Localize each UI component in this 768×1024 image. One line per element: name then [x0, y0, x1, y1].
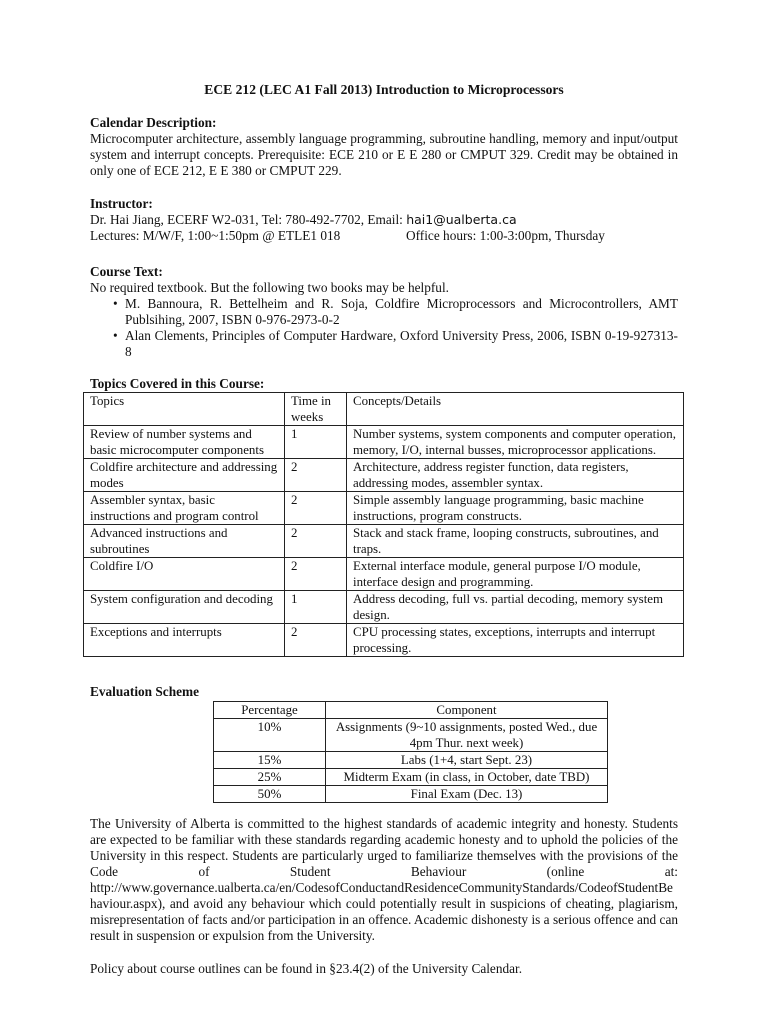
topic-cell: Advanced instructions and subroutines [84, 525, 285, 558]
bullet-icon: • [113, 296, 118, 311]
percent-cell: 10% [214, 719, 326, 752]
table-row [214, 786, 608, 803]
details-cell: Address decoding, full vs. partial decoding, memory system design. [347, 591, 684, 624]
percent-cell: 15% [214, 752, 326, 769]
book-list [90, 296, 678, 360]
component-cell: Final Exam (Dec. 13) [326, 786, 608, 803]
component-cell: Assignments (9~10 assignments, posted Wed., due 4pm Thur. next week) [326, 719, 608, 752]
component-cell: Labs (1+4, start Sept. 23) [326, 752, 608, 769]
instructor-heading: Instructor: [90, 196, 153, 211]
instructor-section [90, 196, 678, 244]
percent-cell: 50% [214, 786, 326, 803]
course-text-section [90, 264, 678, 360]
weeks-cell: 2 [285, 558, 347, 591]
table-row [84, 492, 684, 525]
table-row [214, 719, 608, 752]
column-header-weeks: Time in weeks [285, 393, 347, 426]
table-row [214, 752, 608, 769]
calendar-section [90, 115, 678, 179]
book-citation: Alan Clements, Principles of Computer Hardware, Oxford University Press, 2006, ISBN 0-19-927313-8 [125, 328, 678, 359]
topics-heading-text: Topics Covered in this Course: [90, 376, 265, 391]
weeks-cell: 2 [285, 459, 347, 492]
evaluation-table [213, 701, 608, 803]
percent-cell: 25% [214, 769, 326, 786]
table-row [214, 769, 608, 786]
instructor-info: Dr. Hai Jiang, ECERF W2-031, Tel: 780-492-7702, Email: [90, 212, 407, 227]
table-header-row [214, 702, 608, 719]
topics-heading [90, 376, 678, 392]
lecture-office-row [90, 228, 678, 244]
calendar-heading: Calendar Description: [90, 115, 217, 130]
topic-cell: Exceptions and interrupts [84, 624, 285, 657]
document-title: ECE 212 (LEC A1 Fall 2013) Introduction to Microprocessors [204, 82, 564, 97]
integrity-paragraph: The University of Alberta is committed to the highest standards of academic integrity and honesty. Students are expected to be familiar with these standards regarding academic honesty and to uphold the policies of the University in this respect. Students are particularly urged to familiarize themselves with the provisions of the Code of Student Behaviour (online at: http://www.governance.ualberta.ca/en/CodesofConductandResidenceCommunityStandards/CodeofStudentBehaviour.aspx), and avoid any behaviour which could potentially result in suspicions of cheating, plagiarism, misrepresentation of facts and/or participation in an offence. Academic dishonesty is a serious offence and can result in suspension or expulsion from the University. [90, 816, 678, 943]
weeks-cell: 2 [285, 492, 347, 525]
lecture-times: Lectures: M/W/F, 1:00~1:50pm @ ETLE1 018 [90, 228, 341, 243]
evaluation-heading [90, 684, 678, 700]
column-header-percentage: Percentage [214, 702, 326, 719]
course-text-heading: Course Text: [90, 264, 163, 279]
topic-cell: Coldfire architecture and addressing modes [84, 459, 285, 492]
book-citation: M. Bannoura, R. Bettelheim and R. Soja, Coldfire Microprocessors and Microcontrollers, AMT Publsihing, 2007, ISBN 0-976-2973-0-2 [125, 296, 678, 327]
table-row [84, 591, 684, 624]
course-text-intro: No required textbook. But the following two books may be helpful. [90, 280, 449, 295]
details-cell: External interface module, general purpose I/O module, interface design and programming. [347, 558, 684, 591]
topics-table [83, 392, 684, 657]
weeks-cell: 2 [285, 624, 347, 657]
evaluation-heading-text: Evaluation Scheme [90, 684, 199, 699]
table-header-row [84, 393, 684, 426]
integrity-section [90, 816, 678, 944]
office-hours: Office hours: 1:00-3:00pm, Thursday [406, 228, 605, 243]
weeks-cell: 1 [285, 591, 347, 624]
details-cell: Architecture, address register function, data registers, addressing modes, assembler syntax. [347, 459, 684, 492]
column-header-topics: Topics [84, 393, 285, 426]
topic-cell: Coldfire I/O [84, 558, 285, 591]
bullet-icon: • [113, 328, 118, 343]
column-header-details: Concepts/Details [347, 393, 684, 426]
details-cell: CPU processing states, exceptions, interrupts and interrupt processing. [347, 624, 684, 657]
table-row [84, 525, 684, 558]
details-cell: Simple assembly language programming, basic machine instructions, program constructs. [347, 492, 684, 525]
weeks-cell: 2 [285, 525, 347, 558]
column-header-component: Component [326, 702, 608, 719]
component-cell: Midterm Exam (in class, in October, date TBD) [326, 769, 608, 786]
topic-cell: Assembler syntax, basic instructions and program control [84, 492, 285, 525]
instructor-details [90, 212, 678, 228]
calendar-text: Microcomputer architecture, assembly language programming, subroutine handling, memory and input/output system and interrupt concepts. Prerequisite: ECE 210 or E E 280 or CMPUT 329. Credit may be obtained in only one of ECE 212, E E 380 or CMPUT 229. [90, 131, 678, 178]
policy-section [90, 961, 678, 977]
topic-cell: Review of number systems and basic microcomputer components [84, 426, 285, 459]
table-row [84, 426, 684, 459]
table-row [84, 558, 684, 591]
instructor-email-link[interactable]: hai1@ualberta.ca [406, 212, 517, 227]
policy-paragraph: Policy about course outlines can be found in §23.4(2) of the University Calendar. [90, 961, 523, 976]
topic-cell: System configuration and decoding [84, 591, 285, 624]
weeks-cell: 1 [285, 426, 347, 459]
details-cell: Number systems, system components and computer operation, memory, I/O, internal busses, microprocessor applications. [347, 426, 684, 459]
table-row [84, 624, 684, 657]
details-cell: Stack and stack frame, looping constructs, subroutines, and traps. [347, 525, 684, 558]
book-item [90, 296, 678, 328]
book-item [90, 328, 678, 360]
table-row [84, 459, 684, 492]
